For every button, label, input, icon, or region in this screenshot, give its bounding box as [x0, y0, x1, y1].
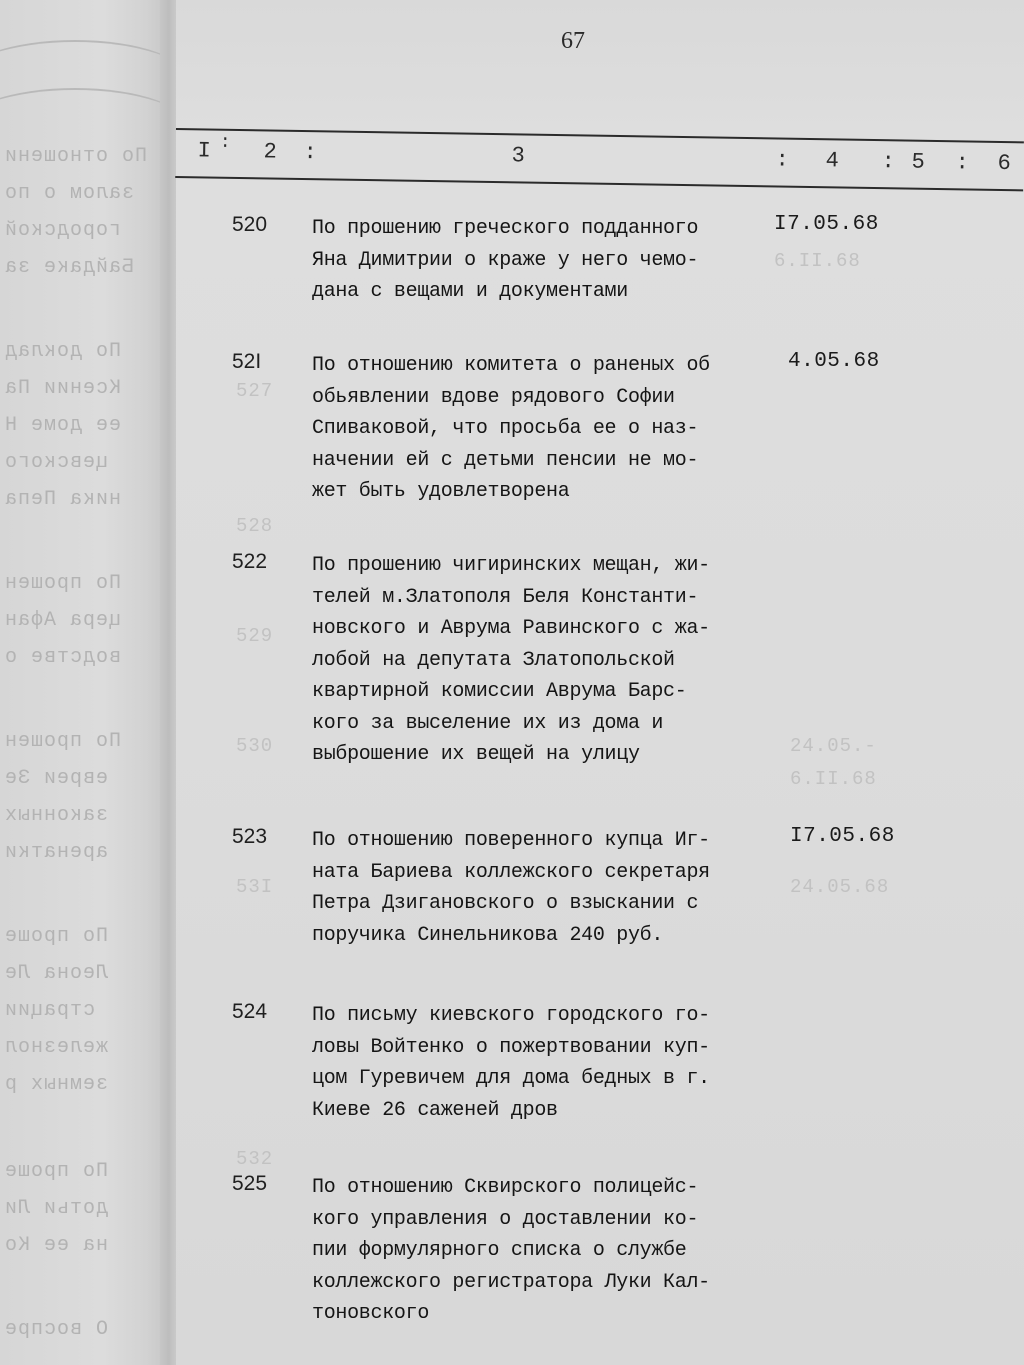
description-line: По отношению комитета о раненых об: [312, 354, 710, 377]
ghost-text: 24.05.-: [790, 735, 877, 757]
description-line: обьявлении вдове рядового Софии: [312, 385, 675, 409]
ghost-text: 532: [236, 1148, 274, 1170]
entry-number: 525: [232, 1172, 268, 1195]
column-header-1: I: [197, 138, 212, 164]
description-line: По отношению Сквирского полицейс-: [312, 1176, 699, 1199]
ghost-text: Леона Ле: [4, 962, 109, 985]
ghost-text: городской: [4, 219, 122, 242]
ghost-text: 530: [236, 735, 274, 757]
ghost-text: залом о по: [4, 182, 135, 205]
entry-number: 524: [232, 1000, 268, 1023]
document-page: [176, 0, 1024, 1365]
ghost-text: евреи Зе: [4, 767, 109, 790]
ghost-text: По прошен: [4, 572, 122, 595]
ghost-text: страции: [4, 999, 96, 1022]
ghost-text: цера Афан: [4, 609, 122, 632]
column-header-4: 4: [825, 148, 839, 174]
column-header-5: 5: [911, 149, 925, 175]
column-separator: :: [955, 150, 969, 176]
ghost-text: железнол: [4, 1036, 109, 1059]
entry-number: 522: [232, 550, 268, 573]
entry-date: I7.05.68: [790, 825, 895, 848]
ghost-text: законных: [4, 804, 109, 827]
description-line: коллежского регистратора Луки Кал-: [312, 1270, 710, 1294]
description-line: цом Гуревичем для дома бедных в г.: [312, 1067, 710, 1090]
column-separator: :: [303, 140, 318, 166]
ghost-text: цевского: [4, 451, 109, 474]
ghost-text: 6.II.68: [774, 250, 861, 272]
ghost-text: По проше: [4, 925, 109, 948]
description-line: Петра Дзигановского о взыскании с: [312, 892, 699, 915]
entry-description: [312, 550, 782, 771]
ghost-text: Байдаке за: [4, 256, 135, 279]
description-line: Яна Димитрии о краже у него чемо-: [312, 248, 699, 272]
entry-description: [312, 1000, 782, 1126]
description-line: По письму киевского городского го-: [312, 1004, 710, 1027]
description-line: кого управления о доставлении ко-: [312, 1207, 699, 1231]
page-number: 67: [561, 28, 585, 54]
entry-description: [312, 825, 782, 951]
description-line: ната Бариева коллежского секретаря: [312, 860, 710, 884]
description-line: По отношению поверенного купца Иг-: [312, 829, 710, 852]
ghost-text: 53I: [236, 876, 274, 898]
entry-description: [312, 350, 782, 508]
entry-number: 52I: [232, 350, 262, 373]
ghost-text: водстве о: [4, 646, 122, 669]
description-line: дана с вещами и документами: [312, 280, 628, 303]
description-line: новского и Аврума Равинского с жа-: [312, 617, 710, 640]
left-facing-page: [0, 0, 172, 1365]
description-line: лобой на депутата Златопольской: [312, 648, 675, 672]
entry-description: [312, 1172, 782, 1330]
ghost-text: ника Пепа: [4, 488, 122, 511]
description-line: Спиваковой, что просьба ее о наз-: [312, 417, 699, 440]
description-line: По прошению чигиринских мещан, жи-: [312, 554, 710, 577]
entry-description: [312, 213, 782, 308]
ghost-text: О воспре: [4, 1318, 109, 1341]
description-line: жет быть удовлетворена: [312, 480, 570, 503]
ghost-text: 6.II.68: [790, 768, 877, 790]
column-separator: :: [775, 147, 789, 173]
description-line: тоновского: [312, 1302, 430, 1325]
column-separator: :: [219, 132, 231, 153]
column-header-6: 6: [997, 150, 1011, 177]
column-separator: :: [881, 149, 895, 175]
entry-number: 523: [232, 825, 268, 848]
description-line: начении ей с детьми пенсии не мо-: [312, 448, 699, 472]
description-line: квартирной комиссии Аврума Барс-: [312, 680, 687, 703]
ghost-text: ее доме Н: [4, 414, 122, 437]
ghost-text: аренатки: [4, 841, 109, 864]
ghost-text: 24.05.68: [790, 876, 890, 898]
description-line: поручика Синельникова 240 руб.: [312, 923, 664, 947]
description-line: телей м.Златополя Беля Константи-: [312, 585, 699, 609]
ghost-text: Ксении Па: [4, 377, 122, 400]
ghost-text: По проше: [4, 1160, 109, 1183]
column-header-2: 2: [263, 139, 278, 165]
ghost-text: 527: [236, 380, 274, 402]
ghost-text: дотьи Ли: [4, 1197, 109, 1220]
ghost-text: 528: [236, 515, 274, 537]
entry-date: I7.05.68: [774, 213, 879, 236]
ghost-text: 529: [236, 625, 274, 647]
description-line: Киеве 26 саженей дров: [312, 1098, 558, 1122]
ghost-text: земных р: [4, 1073, 109, 1096]
ghost-text: на ее Ко: [4, 1234, 109, 1257]
description-line: ловы Войтенко о пожертвовании куп-: [312, 1035, 710, 1059]
description-line: По прошению греческого подданного: [312, 217, 699, 240]
description-line: выброшение их вещей на улицу: [312, 743, 640, 766]
table-header: [175, 128, 1024, 191]
ghost-text: По доклад: [4, 340, 122, 363]
ghost-text: По прошен: [4, 730, 122, 753]
description-line: кого за выселение их из дома и: [312, 711, 664, 735]
entry-number: 520: [232, 213, 268, 236]
column-header-3: 3: [511, 143, 526, 169]
entry-date: 4.05.68: [788, 350, 880, 373]
description-line: пии формулярного списка о службе: [312, 1239, 687, 1262]
ghost-text: По отношени: [4, 145, 148, 168]
